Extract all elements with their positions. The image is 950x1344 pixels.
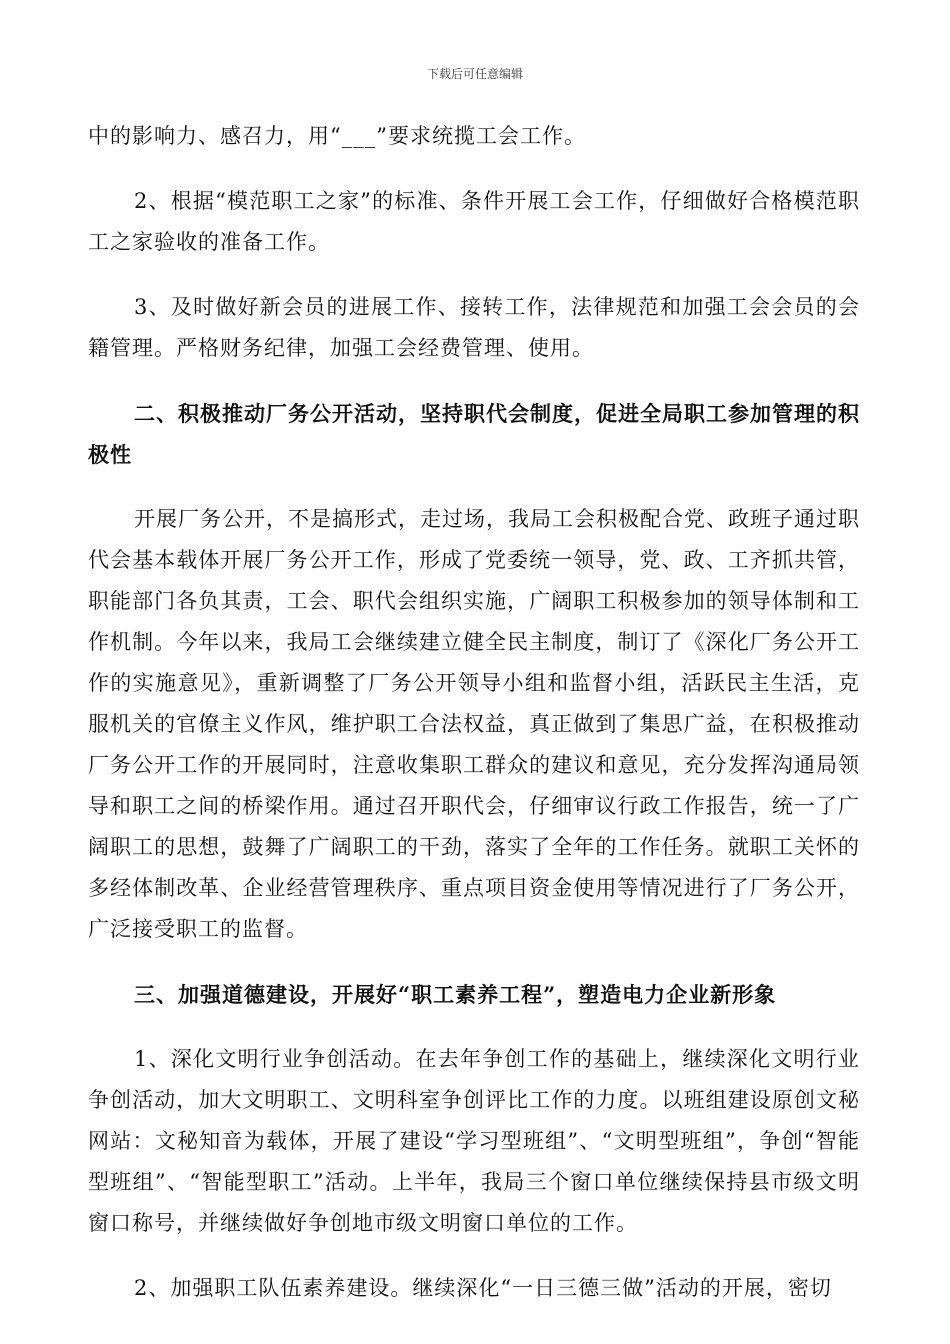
document-body <box>88 116 860 1333</box>
paragraph-section-2: 开展厂务公开，不是搞形式，走过场，我局工会积极配合党、政班子通过职代会基本载体开展厂务公开工作，形成了党委统一领导，党、政、工齐抓共管，职能部门各负其责，工会、职代会组织实施，广阔职工积极参加的领导体制和工作机制。今年以来，我局工会继续建立健全民主制度，制订了《深化厂务公开工作的实施意见》，重新调整了厂务公开领导小组和监督小组，活跃民主生活，克服机关的官僚主义作风，维护职工合法权益，真正做到了集思广益，在积极推动厂务公开工作的开展同时，注意收集职工群众的建议和意见，充分发挥沟通局领导和职工之间的桥梁作用。通过召开职代会，仔细审议行政工作报告，统一了广阔职工的思想，鼓舞了广阔职工的干劲，落实了全年的工作任务。就职工关怀的多经体制改革、企业经营管理秩序、重点项目资金使用等情况进行了厂务公开，广泛接受职工的监督。 <box>88 507 860 941</box>
section-heading-2: 二、积极推动厂务公开活动，坚持职代会制度，促进全局职工参加管理的积极性 <box>88 401 860 467</box>
paragraph-section-3-item-1: 1、深化文明行业争创活动。在去年争创工作的基础上，继续深化文明行业争创活动，加大文明职工、文明科室争创评比工作的力度。以班组建设原创文秘网站：文秘知音为载体，开展了建设“学习型班组”、“文明型班组”，争创“智能型班组”、“智能型职工”活动。上半年，我局三个窗口单位继续保持县市级文明窗口称号，并继续做好争创地市级文明窗口单位的工作。 <box>88 1047 860 1235</box>
paragraph-item-2: 2、根据“模范职工之家”的标准、条件开展工会工作，仔细做好合格模范职工之家验收的准备工作。 <box>88 189 860 254</box>
page-header: 下载后可任意编辑 <box>426 67 523 81</box>
paragraph-item-3: 3、及时做好新会员的进展工作、接转工作，法律规范和加强工会会员的会籍管理。严格财务纪律，加强工会经费管理、使用。 <box>88 295 860 360</box>
paragraph-section-3-item-2: 2、加强职工队伍素养建设。继续深化“一日三德三做”活动的开展，密切 <box>134 1276 832 1300</box>
paragraph-continuation: 中的影响力、感召力，用“___”要求统揽工会工作。 <box>88 124 586 148</box>
section-heading-3: 三、加强道德建设，开展好“职工素养工程”，塑造电力企业新形象 <box>134 982 777 1007</box>
